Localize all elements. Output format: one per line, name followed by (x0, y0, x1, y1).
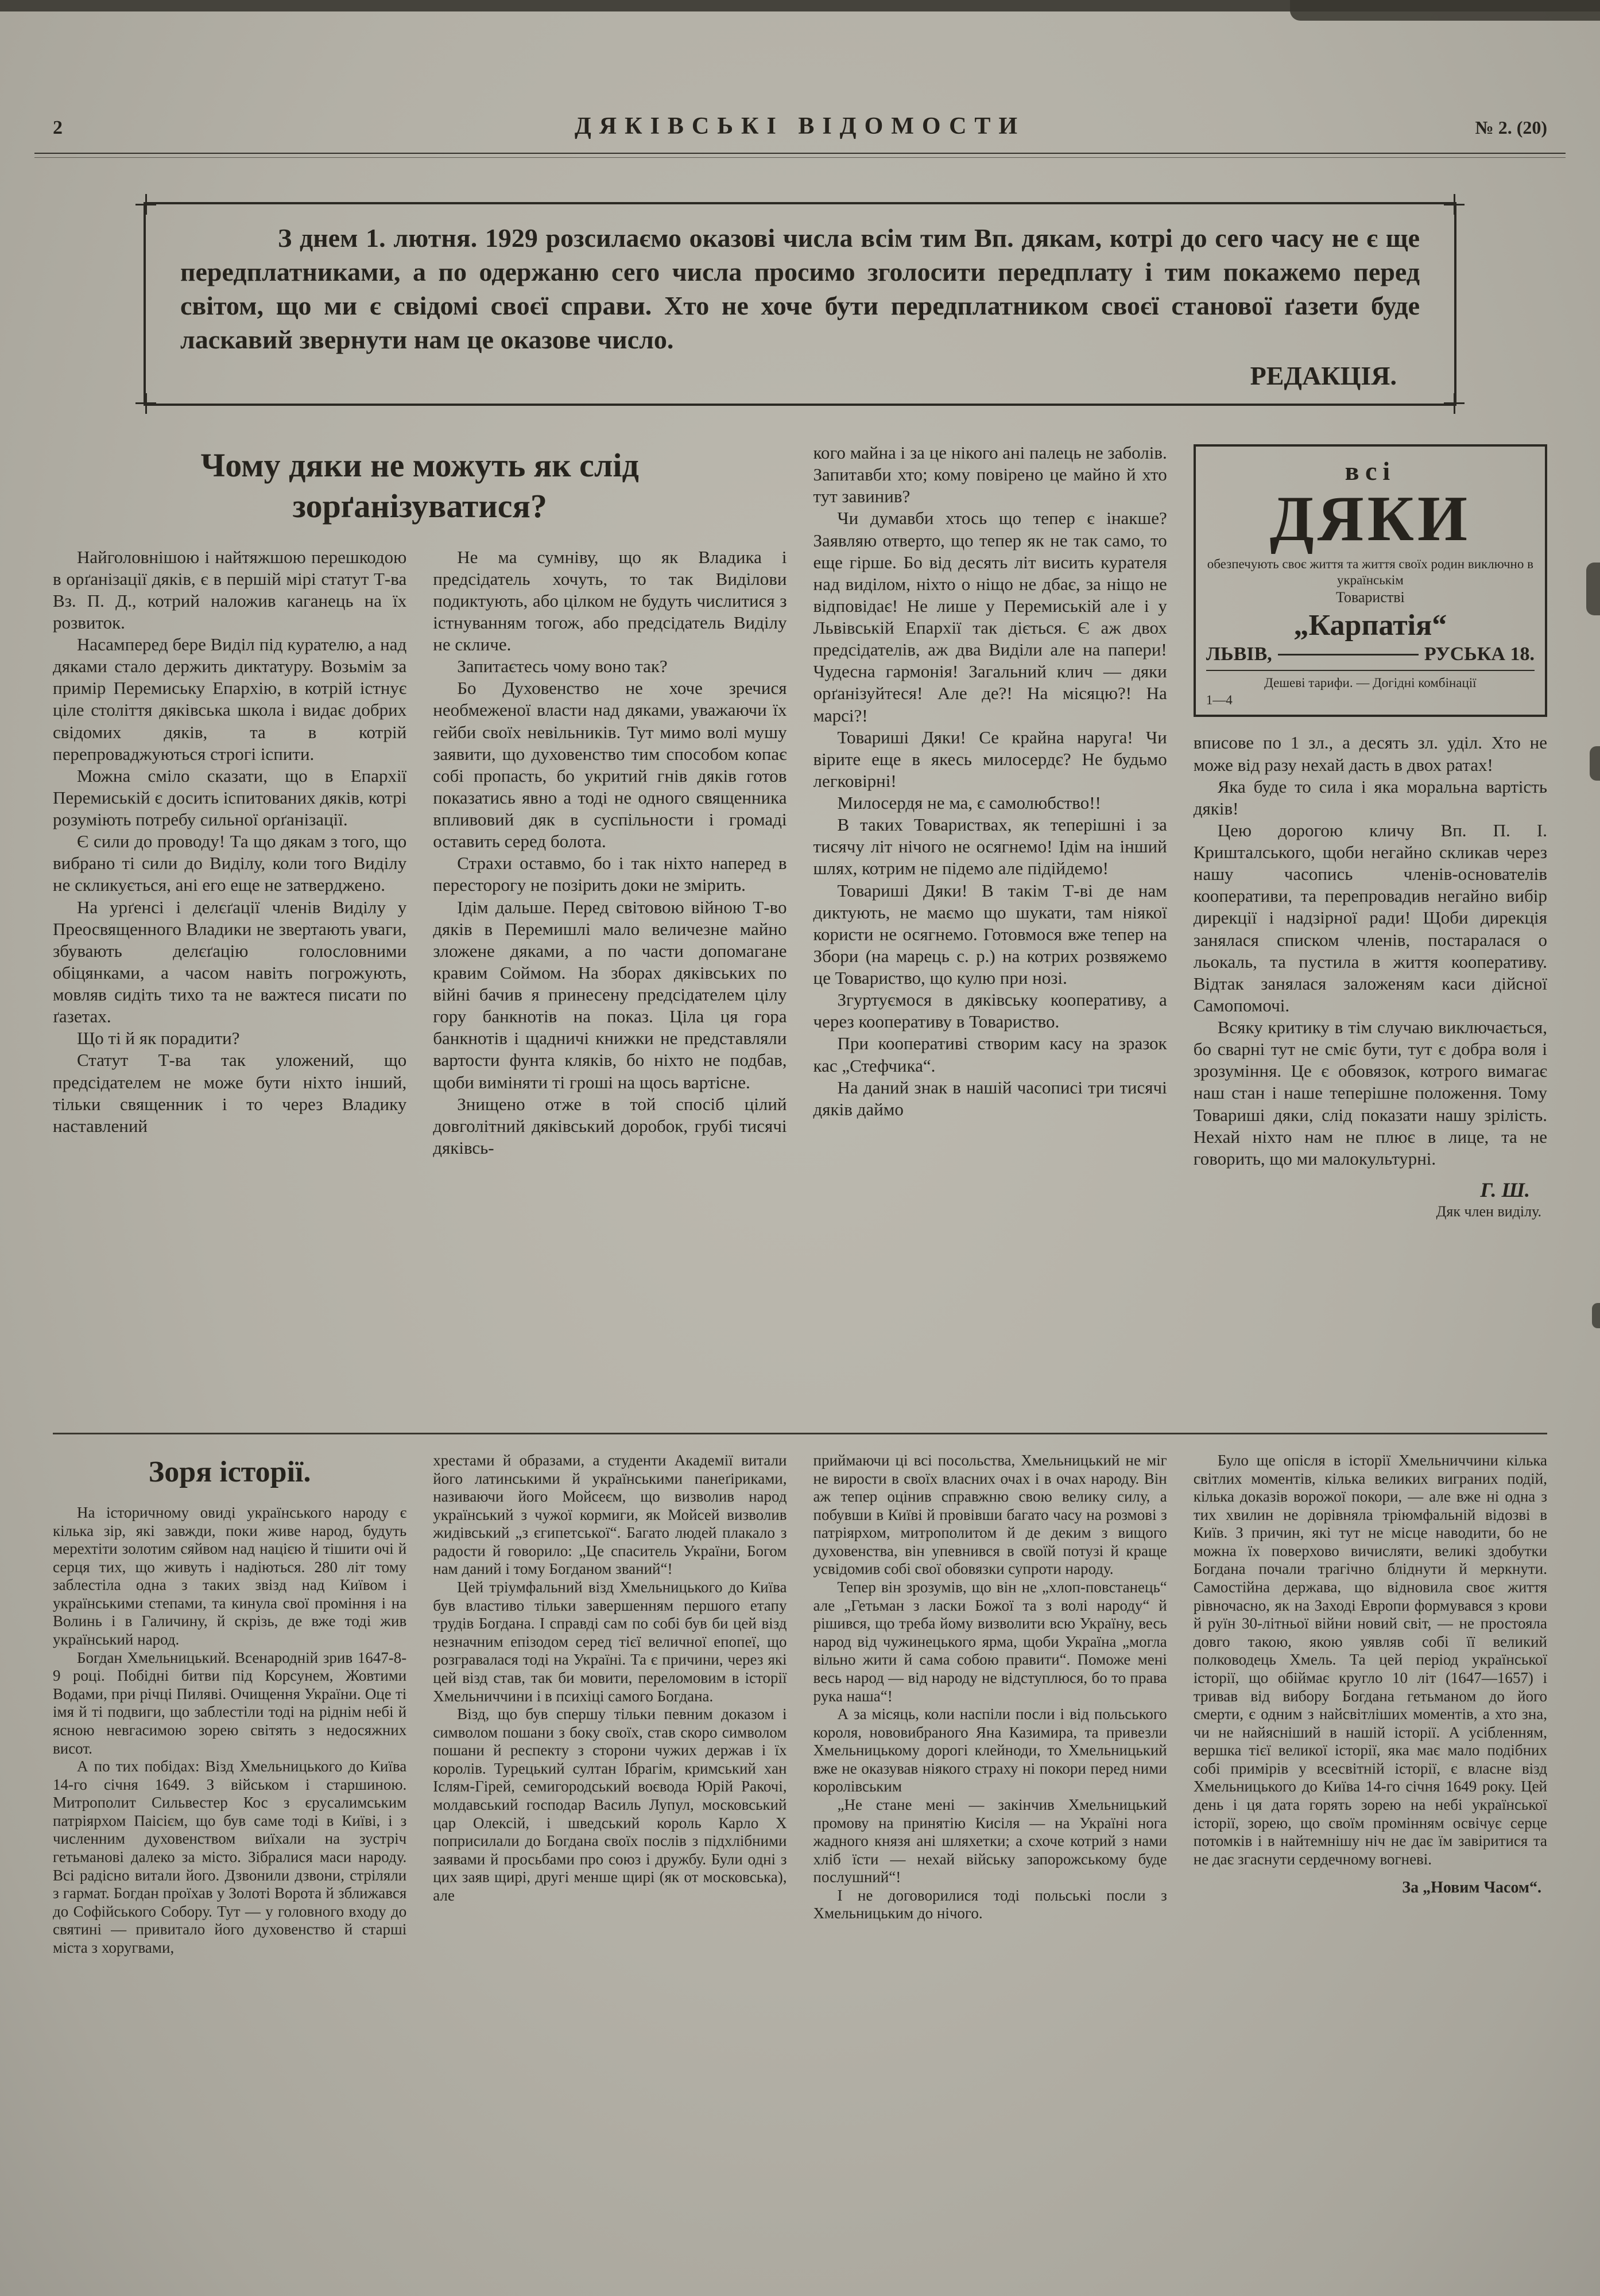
page-number: 2 (53, 117, 63, 138)
subscription-notice-box (144, 202, 1456, 406)
article-1-title-line-2: зорґанізуватися? (292, 487, 547, 525)
header-rule (34, 153, 1566, 158)
paragraph: Насамперед бере Виділ під курателю, а над дяками стало держить диктатуру. Возьмім за примір Перемиську Епархію, в котрій істнує ціле століття дяківська школа і видає добрих свідомих дяків, та в котрій перепроваджуються строгі іспити. (53, 634, 407, 764)
corner-mark (1444, 194, 1465, 215)
corner-mark (135, 393, 156, 414)
issue-number: № 2. (20) (1475, 117, 1547, 138)
paragraph: Богдан Хмельницький. Всенародній зрив 1647-8-9 році. Побідні битви під Корсунем, Жовтими Водами, при річці Пиляві. Очищення України. Оце ті імя й ті подвиги, що заблестіли тоді на ріднім небі й ясною невгасимою зорею світять з недосяжних висот. (53, 1649, 407, 1757)
scan-smudge (1592, 1303, 1600, 1328)
article-2-column-1 (53, 1504, 406, 1957)
paragraph: Можна сміло сказати, що в Епархії Перемиській є досить іспитованих дяків, котрі розуміють потребу сильної орґанізації. (53, 765, 407, 829)
paragraph: Чи думавби хтось що тепер є інакше? Заявляю отверто, що тепер як не так само, то еще гірше. Бо від десять літ висить курателя над виділом, ніхто о ніщо не дбає, за ніщо не відповідає! Не лише у Перемиській але і у Львівській Епархії так діється. Є аж двох предсідателів, аж два Виділи але на папери! Чудесна гармонія! Загальний клич — дяки орґанізуйтеся! Але де?! На місяцю?! На марсі?! (813, 508, 1167, 726)
paragraph: Що ті й як порадити? (77, 1028, 240, 1049)
section-divider (53, 1433, 1547, 1434)
ad-terms: Дешеві тарифи. — Догідні комбінації (1206, 670, 1535, 691)
ad-tagline: обезпечують своє життя та життя своїх родин виключно в українськім (1207, 557, 1533, 587)
article-1-author-initials: Г. Ш. (1480, 1178, 1530, 1201)
paragraph: хрестами й образами, а студенти Академії витали його латинськими й українськими панеґіриками, називаючи його Мойсеєм, що визволив народ український з чужої кормиги, як Мойсей визволив жидівський „з єгипетської“. Багато людей плакало з радости й говорило: „Це спаситель України, Богом нам даний і тому Богданом званий“! (433, 1452, 787, 1578)
paragraph: Страхи оставмо, бо і так ніхто наперед в пересторогу не позірить доки не змірить. (433, 853, 787, 895)
page-content (53, 442, 1547, 1957)
ad-address-street: РУСЬКА 18. (1424, 643, 1535, 665)
scan-smudge (1586, 563, 1600, 615)
paragraph: Знищено отже в той спосіб цілий довголітний дяківський доробок, грубі тисячі дяківсь- (433, 1093, 787, 1158)
article-2 (53, 1452, 1547, 1957)
paragraph: І не договорилися тоді польські посли з Хмельницьким до нічого. (813, 1886, 1167, 1922)
paragraph: А за місяць, коли наспіли посли і від польського короля, нововибраного Яна Казимира, та привезли Хмельницькому дорогі клейноди, то Хмельницький вже не оказував ніякого страху ні покори перед ними королівським (813, 1705, 1167, 1795)
paragraph: Ідім дальше. Перед світовою війною Т-во дяків в Перемишлі мало величезне майно зложене дяками, а по части допомагане кравим Соймом. На зборах дяківських по війні бачив я принесену предсідателем цілу гору банкнотів на показ. Ціла ця гора банкнотів і щадничі книжки не представляли вартости фунта кляків, бо ніхто не подбав, щоби виміняти ті гроші на щось вартісне. (433, 897, 787, 1092)
scan-smudge (1590, 746, 1600, 781)
karpatia-ad-box (1194, 444, 1547, 717)
ad-organization: Товаристві (1336, 589, 1405, 606)
article-1 (53, 442, 1547, 1418)
corner-mark (135, 194, 156, 215)
paragraph: Згуртуємося в дяківську кооперативу, а через кооперативу в Товариство. (813, 990, 1167, 1032)
paragraph: Було ще опісля в історії Хмельниччини кілька світлих моментів, кілька великих виграних подій, кілька доказів ворожої покори, — але вже ні одна з тих хвилин не дорівняла тріюмфальній відозві в Київ. З причин, які тут не місце наводити, бо не можна їх поверхово вичисляти, великі здобутки Богдана почали трагічно бліднути й меркнути. Самостійна держава, що відновила своє життя рівночасно, як на Заході Европи формувався з крови й руїн 30-літньої війни новий світ, — не простояла довго такою, якою уявляв собі її великий полководець Хмель. Та цей період української історії, що обіймає кругло 10 літ (1647—1657) і тривав від вибору Богдана гетьманом до його смерти, є одним з найсвітліших моментів, а хто зна, чи не найясніший в нашій історії. А усібленням, вершка тієї великої історії, яка має мало подібних собі примірів у всесвітній історії, є власне візд Хмельницького до Київа 14-го січня 1649 року. Цей день і ця дата горять зорею на небі української історії, зорею, що своїм промінням освічує серце потомків і в найтемнішу ніч не дає їм завіритися та не дає згаснути сердечному вогневі. (1193, 1452, 1547, 1868)
paragraph: Не ма сумніву, що як Владика і предсідатель хочуть, то так Виділови подиктують, або цілком не будуть числитися з істнуванням тогож, або предсідатель Виділу не скличе. (433, 546, 787, 654)
paragraph: Тепер він зрозумів, що він не „хлоп-повстанець“ але „Гетьман з ласки Божої та з волі народу“ й рішився, що треба йому визволити всю Україну, весь народ від чужинецького ярма, щоби Україна „могла вільно жити й сама собою правити“. Поможе мені весь народ — від народу не відступлюся, бо то права рука наша“! (813, 1578, 1167, 1705)
article-1-author-role: Дяк член виділу. (1436, 1203, 1541, 1220)
ad-address-city: ЛЬВІВ, (1206, 643, 1272, 665)
article-1-column-2 (433, 546, 787, 1418)
paragraph: Цей тріумфальний візд Хмельницького до Київа був властиво тільки завершенням першого етапу трудів Богдана. І справді сам по собі був би цей візд незначним епізодом серед тієї величної епопеї, що розгравалася тоді на Україні. Та є причини, через які цей візд став, так би мовити, переломовим в історії Хмельниччини і в психіці самого Богдана. (433, 1578, 787, 1705)
ad-word-big: ДЯКИ (1269, 483, 1471, 554)
ad-address-rule (1278, 654, 1419, 656)
paragraph: Візд, що був спершу тільки певним доказом і символом пошани з боку своїх, став скоро символом пошани й респекту з сторони чужих держав і їх королів. Турецький султан Ібрагім, кримський хан Іслям-Гірей, семигородський воєвода Юрій Ракочі, молдавський господар Василь Лупул, московський цар Олексій, і шведський король Карло X поприсилали до Богдана своїх послів з підхлібними заявами й просьбами про союз і дружбу. Були одні з цих заяв щирі, другі менше щирі (як от московська), але (433, 1705, 787, 1904)
masthead-title: ДЯКІВСЬКІ ВІДОМОСТИ (574, 113, 1026, 139)
paragraph: На урґенсі і делєґації членів Виділу у Преосвященного Владики не звертають уваги, збувають делєґацію голословними обіцянками, а часом навіть погрожують, мовляв сидіть тихо та не важтеся писати по ґазетах. (53, 897, 407, 1027)
paragraph: Милосердя не ма, є самолюбство!! (837, 793, 1101, 813)
article-2-column-3 (813, 1452, 1167, 1957)
corner-mark (1444, 393, 1465, 414)
article-2-column-2 (433, 1452, 787, 1957)
article-1-column-3 (813, 442, 1167, 1418)
ad-footnote: 1—4 (1206, 693, 1233, 708)
paragraph: Товариші Дяки! Се крайна наруга! Чи вірите еще в якесь милосердє? Не будьмо легковірні! (813, 727, 1167, 791)
paragraph: Яка буде то сила і яка моральна вартість дяків! (1193, 776, 1547, 819)
page-header (53, 113, 1547, 140)
paragraph: На даний знак в нашій часописі три тисячі дяків даймо (813, 1077, 1167, 1119)
paragraph: На історичному овиді українського народу є кілька зір, які завжди, поки живе народ, будуть мерехтіти золотим сяйвом над нацією й тішити очі й серця тих, що живуть і надіються. 280 літ тому заблестіла одна з таких звізд над Київом і українськими степами, та кинула свої проміння і на Волинь і в Галичину, й скрізь, де вже тоді жив український народ. (53, 1504, 407, 1649)
article-1-column-1 (53, 546, 406, 1418)
paragraph: А по тих побідах: Візд Хмельницького до Київа 14-го січня 1649. З військом і старшиною. Митрополит Сильвестер Кос з єрусалимським патріярхом Паісієм, що був саме тоді в Київі, і з численним духовенством виїхали на зустріч гетьманові далеко за місто. Зібралися маси народу. Всі радісно витали його. Дзвонили дзвони, стріляли з гармат. Богдан проїхав у Золоті Ворота й зближався до Софійського Собору. Тут — у головного входу до святині — привитало його духовенство й старші міста з хоругвами, (53, 1758, 407, 1956)
paragraph: Є сили до проводу! Та що дякам з того, що вибрано ті сили до Виділу, коли того Виділу не скликується, ані его еще не затверджено. (53, 831, 407, 895)
paragraph: Всяку критику в тім случаю виключається, бо сварні тут не сміє бути, тут є добра воля і зрозуміння. Це є обовязок, котрого вимагає наш стан і наше теперішне положення. Тому Товариші дяки, слід показати нашу зрілість. Нехай ніхто нам не плює в лице, та не говорить, що ми малокультурні. (1193, 1017, 1547, 1169)
article-2-source-credit: За „Новим Часом“. (1402, 1879, 1541, 1897)
article-2-column-4-text (1194, 1452, 1547, 1868)
article-1-title-line-1: Чому дяки не можуть як слід (200, 447, 639, 484)
paragraph: Цею дорогою кличу Вп. П. І. Кришталського, щоби негайно скликав через нашу часопись членів-основателів кооперативи, та перепровадив негайно вибір дирекції і надзірної ради! Щоби дирекція занялася списком членів, постаралася о льокаль, та пустила в життя кооперативу. Відтак занялася заложеням каси дійсної Самопомочі. (1193, 820, 1547, 1015)
notice-signature: РЕДАКЦІЯ. (1250, 360, 1397, 390)
article-1-column-4-text (1194, 732, 1547, 1170)
ad-brand-name: „Карпатія“ (1293, 609, 1447, 642)
article-1-signature-block (1194, 1178, 1547, 1220)
ad-word-small: всі (1345, 456, 1396, 486)
scan-edge-top-right (1290, 0, 1600, 21)
paragraph: Найголовнішою і найтяжшою перешкодою в орґанізації дяків, є в першій мірі статут Т-ва Вз. П. Д., котрий наложив каганець на їх розвиток. (53, 546, 407, 633)
ad-address (1206, 643, 1535, 665)
paragraph: Бо Духовенство не хоче зречися необмеженої власти над дяками, уважаючи їх гейби своїх невільників. Тут мимо волі мушу заявити, що духовенство тим способом копає собі пропасть, бо укритий гнів дяків готов показатись явно а тоді не одного священника впливовий дяк в суспільности і громаді оставить серед болота. (433, 678, 787, 852)
paragraph: приймаючи ці всі посольства, Хмельницький не міг не вирости в своїх власних очах і в очах народу. Він аж тепер оцінив справжню свою велику силу, а побувши в Київі й провівши багато часу на розмові з патріярхом, митрополитом й де деким з вищого духовенства, він упевнився в своїй потузі й краще усвідомив собі свої обовязки супроти народу. (813, 1452, 1167, 1578)
article-2-column-4 (1194, 1452, 1547, 1957)
article-2-title: Зоря історії. (148, 1456, 311, 1488)
paragraph: При кооперативі створим касу на зразок кас „Стефчика“. (813, 1033, 1167, 1076)
paragraph: вписове по 1 зл., а десять зл. уділ. Хто не може від разу нехай дасть в двох ратах! (1193, 732, 1547, 775)
paragraph: Запитаєтесь чому воно так? (457, 656, 668, 677)
paragraph: кого майна і за це нікого ані палець не заболів. Запитавби хто; кому повірено це майно й хто тут завинив? (813, 443, 1167, 507)
article-1-column-4 (1194, 442, 1547, 1418)
paragraph: „Не стане мені — закінчив Хмельницький промову на принятію Кисіля — на Україні нога жадного князя ані шляхетки; а схоче котрий з нами хліб їсти — нехай війську запорожському буде послушний“! (813, 1795, 1167, 1886)
paragraph: Товариші Дяки! В такім Т-ві де нам диктують, не маємо що шукати, там ніякої користи не осягнемо. Готовмося вже тепер на Збори (на марець с. р.) на котрих розвяжемо це Товариство, що кулю при нозі. (813, 880, 1167, 988)
paragraph: В таких Товариствах, як теперішні і за тисячу літ нічого не осягнемо! Ідім на інший шлях, котрим не підемо але підійдемо! (813, 815, 1167, 879)
article-1-title (53, 445, 787, 527)
paragraph: Статут Т-ва так уложений, що предсідателем не може бути ніхто інший, тільки священник і то через Владику наставлений (53, 1050, 407, 1136)
notice-text: З днем 1. лютня. 1929 розсилаємо оказові числа всім тим Вп. дякам, котрі до сего часу не є ще передплатниками, а по одержаню сего числа просимо зголосити передплату і тим покажемо перед світом, що ми є свідомі своєї справи. Хто не хоче бути передплатником своєї станової ґазети буде ласкавий звернути нам це оказове число. (180, 223, 1420, 354)
